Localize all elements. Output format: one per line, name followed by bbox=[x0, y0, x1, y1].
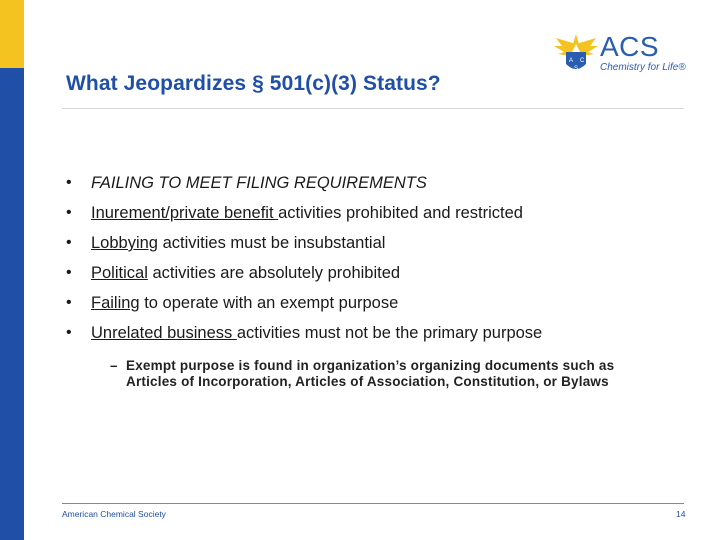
bullet-item bbox=[66, 232, 696, 262]
bullet-item bbox=[66, 322, 696, 352]
bullet-list bbox=[66, 172, 696, 352]
acs-emblem-icon bbox=[552, 30, 600, 78]
accent-bar-blue bbox=[0, 68, 24, 540]
bullet-text: Failing to operate with an exempt purpose bbox=[91, 294, 399, 312]
sub-bullet-dash: – bbox=[110, 358, 118, 373]
bullet-item bbox=[66, 202, 696, 232]
bullet-item bbox=[66, 262, 696, 292]
bullet-text: Political activities are absolutely prohibited bbox=[91, 264, 401, 282]
acs-logo bbox=[552, 30, 692, 78]
bullet-dot: • bbox=[66, 264, 72, 281]
svg-text:C: C bbox=[580, 58, 585, 64]
bullet-text: FAILING TO MEET FILING REQUIREMENTS bbox=[91, 174, 427, 192]
bullet-dot: • bbox=[66, 294, 72, 311]
svg-text:S: S bbox=[574, 66, 579, 72]
svg-text:A: A bbox=[569, 58, 574, 64]
bullet-text: Lobbying activities must be insubstantial bbox=[91, 234, 386, 252]
bullet-dot: • bbox=[66, 204, 72, 221]
bullet-dot: • bbox=[66, 174, 72, 191]
logo-wordmark: ACS bbox=[600, 31, 660, 62]
sub-bullet-text: Exempt purpose is found in organization’s organizing documents such as Articles of Incorporation, Articles of Association, Constitution, or Bylaws bbox=[126, 358, 615, 389]
logo-tagline: Chemistry for Life® bbox=[600, 62, 686, 73]
bullet-item bbox=[66, 172, 696, 202]
title-divider bbox=[62, 108, 684, 109]
slide-title: What Jeopardizes § 501(c)(3) Status? bbox=[66, 72, 441, 95]
accent-bar-yellow bbox=[0, 0, 24, 68]
bullet-item bbox=[66, 292, 696, 322]
bullet-text: Inurement/private benefit activities prohibited and restricted bbox=[91, 204, 523, 222]
bullet-dot: • bbox=[66, 324, 72, 341]
footer-divider bbox=[62, 503, 684, 504]
bullet-dot: • bbox=[66, 234, 72, 251]
bullet-text: Unrelated business activities must not be the primary purpose bbox=[91, 324, 543, 342]
footer-organization: American Chemical Society bbox=[62, 509, 166, 519]
page-number: 14 bbox=[676, 509, 686, 519]
